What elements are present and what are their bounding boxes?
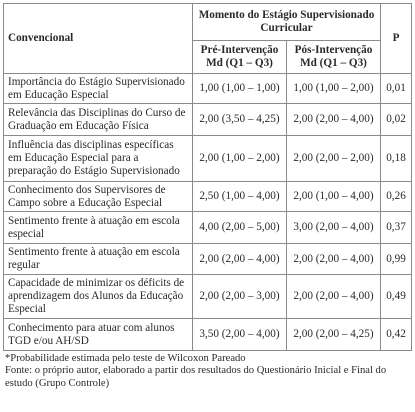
- row-pos-value: 2,00 (2,00 – 4,25): [287, 319, 381, 351]
- row-p-value: 0,02: [381, 104, 412, 136]
- table-row: [4, 244, 412, 275]
- header-pos-intervencao: [287, 41, 381, 74]
- row-pos-value: 2,00 (2,00 – 4,00): [287, 104, 381, 136]
- header-pre-md: Md (Q1 – Q3): [206, 57, 273, 69]
- footnote-wilcoxon: *Probabilidade estimada pelo teste de Wilcoxon Pareado: [5, 353, 246, 364]
- header-pos-md: Md (Q1 – Q3): [300, 57, 367, 69]
- table-row: [4, 212, 412, 244]
- header-convencional: Convencional: [4, 4, 193, 74]
- row-p-value: 0,26: [381, 182, 412, 212]
- row-p-value: 0,37: [381, 212, 412, 244]
- row-pos-value: 2,00 (1,00 – 4,00): [287, 182, 381, 212]
- row-pre-value: 3,50 (2,00 – 4,00): [193, 319, 287, 351]
- row-pre-value: 2,50 (1,00 – 4,00): [193, 182, 287, 212]
- header-p: P: [381, 4, 412, 74]
- table-row: [4, 319, 412, 351]
- row-p-value: 0,18: [381, 136, 412, 182]
- header-momento-estagio: Momento do Estágio Supervisionado Curricular: [193, 4, 381, 41]
- row-label: Relevância das Disciplinas do Curso de Graduação em Educação Física: [4, 104, 193, 136]
- row-p-value: 0,42: [381, 319, 412, 351]
- row-pre-value: 4,00 (2,00 – 5,00): [193, 212, 287, 244]
- row-label: Sentimento frente à atuação em escola especial: [4, 212, 193, 244]
- row-pos-value: 2,00 (2,00 – 4,00): [287, 275, 381, 319]
- row-pos-value: 2,00 (2,00 – 4,00): [287, 244, 381, 275]
- row-label: Importância do Estágio Supervisionado em Educação Especial: [4, 74, 193, 104]
- row-pos-value: 2,00 (2,00 – 2,00): [287, 136, 381, 182]
- table-row: [4, 275, 412, 319]
- row-pos-value: 3,00 (2,00 – 4,00): [287, 212, 381, 244]
- table-row: [4, 104, 412, 136]
- row-p-value: 0,49: [381, 275, 412, 319]
- row-pre-value: 2,00 (1,00 – 2,00): [193, 136, 287, 182]
- row-p-value: 0,99: [381, 244, 412, 275]
- table-row: [4, 74, 412, 104]
- table-row: [4, 136, 412, 182]
- footnote-source: Fonte: o próprio autor, elaborado a partir dos resultados do Questionário Inicial e Final do estudo (Grupo Controle): [5, 365, 387, 389]
- row-label: Conhecimento para atuar com alunos TGD e/ou AH/SD: [4, 319, 193, 351]
- row-label: Sentimento frente à atuação em escola regular: [4, 244, 193, 275]
- table-row: [4, 182, 412, 212]
- row-pre-value: 2,00 (2,00 – 4,00): [193, 244, 287, 275]
- row-pre-value: 2,00 (3,50 – 4,25): [193, 104, 287, 136]
- row-label: Influência das disciplinas específicas em Educação Especial para a preparação do Estágio Supervisionado: [4, 136, 193, 182]
- row-pos-value: 1,00 (1,00 – 2,00): [287, 74, 381, 104]
- row-pre-value: 1,00 (1,00 – 1,00): [193, 74, 287, 104]
- row-pre-value: 2,00 (2,00 – 3,00): [193, 275, 287, 319]
- row-label: Capacidade de minimizar os déficits de aprendizagem dos Alunos da Educação Especial: [4, 275, 193, 319]
- header-row-top: [4, 4, 412, 41]
- header-pos-label: Pós-Intervenção: [294, 44, 373, 56]
- header-pre-label: Pré-Intervenção: [200, 44, 279, 56]
- row-label: Conhecimento dos Supervisores de Campo sobre a Educação Especial: [4, 182, 193, 212]
- row-p-value: 0,01: [381, 74, 412, 104]
- header-pre-intervencao: [193, 41, 287, 74]
- table-footnotes: [3, 351, 413, 390]
- results-table: [3, 3, 412, 351]
